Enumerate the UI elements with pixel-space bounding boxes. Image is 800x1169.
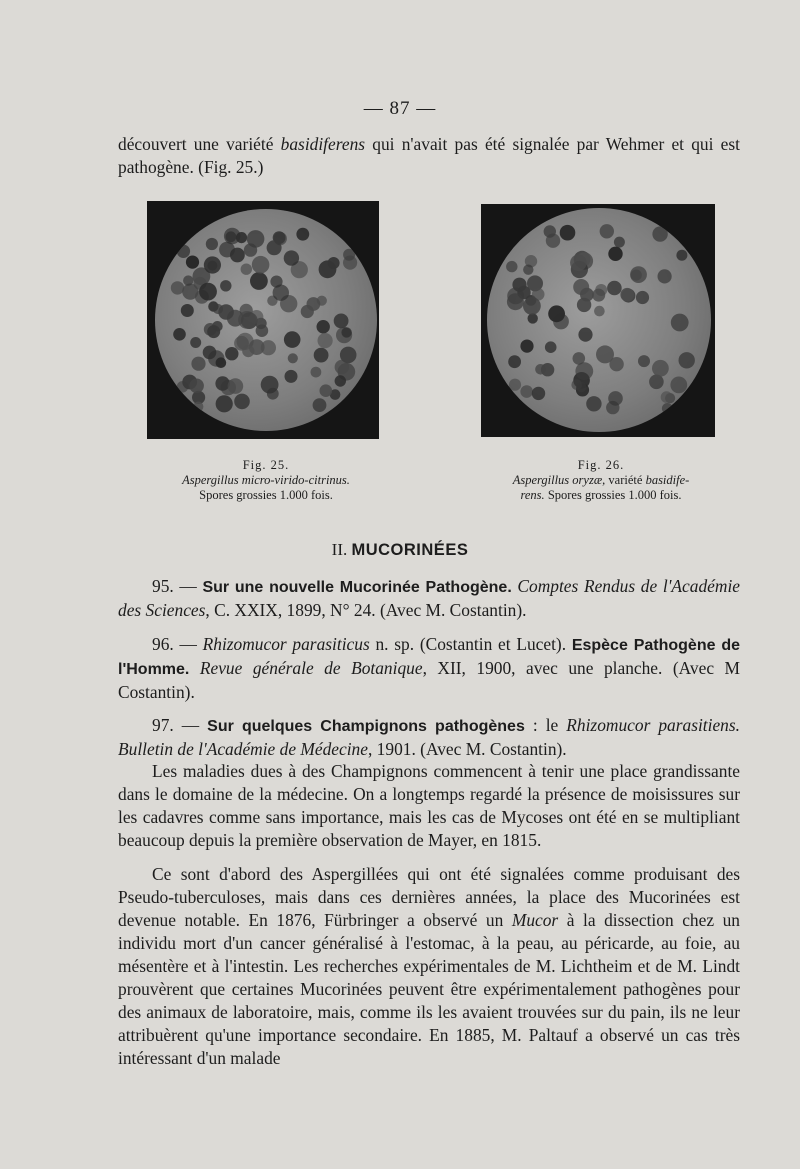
spore (284, 331, 301, 348)
spore (661, 391, 673, 403)
section-numeral: II. (331, 540, 352, 559)
entry-97-rest: , 1901. (Avec M. Costantin). (367, 739, 567, 759)
spore (242, 345, 254, 357)
spore (592, 289, 605, 302)
spore (190, 337, 201, 348)
spore (317, 320, 330, 333)
spore (507, 293, 524, 310)
spore (649, 375, 664, 390)
spore (261, 340, 276, 355)
entry-97-journal: Bulletin de l'Académie de Médecine (118, 739, 368, 759)
spore (535, 364, 546, 375)
spore (341, 327, 351, 337)
spore (226, 231, 237, 242)
entry-95-number: 95. — (152, 576, 203, 596)
spore (573, 279, 589, 295)
spore (314, 348, 329, 363)
spore (576, 382, 586, 392)
spore (523, 265, 533, 275)
spore (230, 248, 245, 263)
entry-95-rest: , C. XXIX, 1899, N° 24. (Avec M. Costantin). (205, 600, 527, 620)
spore (288, 353, 298, 363)
spore (608, 391, 623, 406)
page-number: — 87 — (363, 98, 437, 119)
spore (670, 377, 687, 394)
spore (181, 304, 194, 317)
spore (307, 297, 321, 311)
spore (600, 224, 614, 238)
spore (189, 379, 204, 394)
spore (241, 264, 252, 275)
spore (678, 228, 689, 239)
spore (285, 370, 298, 383)
spore (296, 228, 309, 241)
entry-96-rest: , XII, 1900, avec une planche. (Avec M Costantin). (118, 658, 741, 702)
spore (520, 340, 533, 353)
spore (247, 230, 265, 248)
intro-paragraph (118, 133, 740, 179)
spore (274, 232, 287, 245)
entry-96-number: 96. — (152, 634, 203, 654)
paragraph-2-genus: Mucor (511, 910, 559, 930)
intro-variety-name: basidiferens (280, 134, 366, 154)
figure-25-label: Fig. 25. (242, 458, 290, 472)
entry-97-number: 97. — (152, 715, 208, 735)
spore (225, 347, 238, 360)
spore (596, 345, 614, 363)
entry-97-mid: : le (524, 715, 567, 735)
spore (186, 256, 199, 269)
entry-97-species: Rhizomucor parasitiens. (566, 715, 740, 735)
spore (607, 281, 622, 296)
spore (207, 325, 220, 338)
figure-26-desc-c: rens. (520, 488, 545, 502)
spore (620, 288, 634, 302)
intro-text-before: découvert une variété (118, 134, 281, 154)
spore (208, 301, 218, 311)
section-heading (0, 540, 800, 560)
spore (677, 227, 689, 239)
spore (238, 311, 256, 329)
spore (216, 357, 227, 368)
figure-26-desc-b: basidife- (645, 473, 690, 487)
entry-95 (118, 575, 740, 622)
spore (173, 328, 186, 341)
figure-26-species: Aspergillus oryzæ, (512, 473, 606, 487)
spore (523, 297, 541, 315)
figure-25-species: Aspergillus micro-virido-citrinus. (182, 473, 350, 487)
spore (544, 225, 556, 237)
figure-25-photo (147, 201, 379, 439)
spore (216, 395, 233, 412)
spore (313, 398, 327, 412)
spore (560, 225, 576, 241)
spore (204, 256, 221, 273)
spore (548, 305, 565, 322)
spore (334, 314, 349, 329)
section-title: MUCORINÉES (351, 541, 469, 559)
entry-97 (118, 714, 740, 761)
spore (679, 352, 695, 368)
entry-97-title: Sur quelques Champignons pathogènes (207, 718, 525, 735)
spore (586, 396, 601, 411)
spore (340, 347, 357, 364)
spore (199, 283, 217, 301)
spore (671, 314, 689, 332)
spore (218, 304, 234, 320)
spore (658, 269, 672, 283)
spore (220, 280, 231, 291)
figure-25-spores (155, 209, 377, 431)
spore (183, 275, 193, 285)
spore (234, 394, 250, 410)
spore (676, 250, 687, 261)
entry-96-species: Rhizomucor parasiticus (202, 634, 370, 654)
spore (236, 232, 247, 243)
spore (636, 291, 649, 304)
figure-26-caption (466, 458, 736, 503)
spore (508, 355, 521, 368)
spore (206, 238, 218, 250)
spore (509, 379, 521, 391)
spore (631, 270, 642, 281)
spore (182, 284, 198, 300)
spore (250, 272, 268, 290)
spore (193, 402, 203, 412)
figure-26-desc-a: variété (605, 473, 646, 487)
spore (506, 261, 517, 272)
spore (215, 376, 229, 390)
body-paragraph-1: Les maladies dues à des Champignons commencent à tenir une place grandissante dans le domaine de la médecine. On a longtemps regardé la présence de moisissures sur les cadavres comme sans importance, mais les cas de Mycoses ont été en se multipliant beaucoup depuis la première observation de Mayer, en 1815. (118, 761, 740, 850)
spore (532, 387, 545, 400)
figure-25-caption (130, 458, 402, 503)
spore (284, 250, 299, 265)
entry-95-title: Sur une nouvelle Mucorinée Pathogène. (202, 579, 512, 596)
spore (335, 375, 346, 386)
figure-26-photo (481, 204, 715, 437)
spore (191, 357, 205, 371)
paragraph-2-before: Ce sont d'abord des Aspergillées qui ont été signalées comme produisant des Pseudo-tuberculoses, mais dans ces dernières années, la place des Mucorinées est devenue notable. En 1876, Fürbringer a observé un (118, 864, 740, 930)
entry-95-journal: Comptes Rendus de l'Académie des Sciences (118, 576, 740, 620)
spore (578, 328, 592, 342)
entry-96-mid: n. sp. (Costantin et Lucet). (369, 634, 572, 654)
spore (570, 255, 587, 272)
paragraph-2-after: à la dissection chez un individu mort d'un cancer généralisé à l'estomac, à la peau, au péricarde, au foie, au mésentère et à l'intestin. Les recherches expérimentales de M. Lichtheim et de M. Lindt prouvèrent que certaines Mucorinées peuvent être expérimentalement pathogènes pour des animaux de laboratoire, mais, comme ils les avaient trouvées sur du pain, ils ne leur attribuèrent qu'une importance secondaire. En 1885, M. Paltauf a observé un cas très intéressant d'un malade (118, 910, 740, 1068)
entry-96 (118, 633, 740, 704)
spore (652, 360, 669, 377)
spore (252, 256, 270, 274)
spore (575, 362, 593, 380)
spore (594, 306, 605, 317)
figure-26-label: Fig. 26. (577, 458, 625, 472)
spore (171, 281, 184, 294)
spore (261, 376, 279, 394)
figure-26-spores (487, 208, 711, 432)
spore (203, 346, 217, 360)
intro-text-after: qui n'avait pas été signalée par Wehmer et qui est pathogène. (Fig. 25.) (118, 134, 740, 177)
spore (328, 257, 340, 269)
spore (614, 237, 625, 248)
spore (638, 355, 650, 367)
spore (320, 384, 333, 397)
body-paragraph-2 (118, 863, 740, 1070)
spore (545, 341, 557, 353)
spore (228, 378, 244, 394)
spore (273, 285, 289, 301)
spore (343, 256, 357, 270)
entry-96-journal: Revue générale de Botanique (189, 658, 423, 678)
figure-25-desc: Spores grossies 1.000 fois. (199, 488, 333, 502)
entry-96-title: Espèce Pathogène de l'Homme. (118, 637, 741, 678)
spore (608, 247, 622, 261)
spore (662, 403, 673, 414)
spore (520, 385, 533, 398)
figure-26-desc-d: Spores grossies 1.000 fois. (544, 488, 682, 502)
spore (318, 333, 333, 348)
spore (652, 226, 667, 241)
spore (177, 245, 190, 258)
spore (311, 367, 322, 378)
